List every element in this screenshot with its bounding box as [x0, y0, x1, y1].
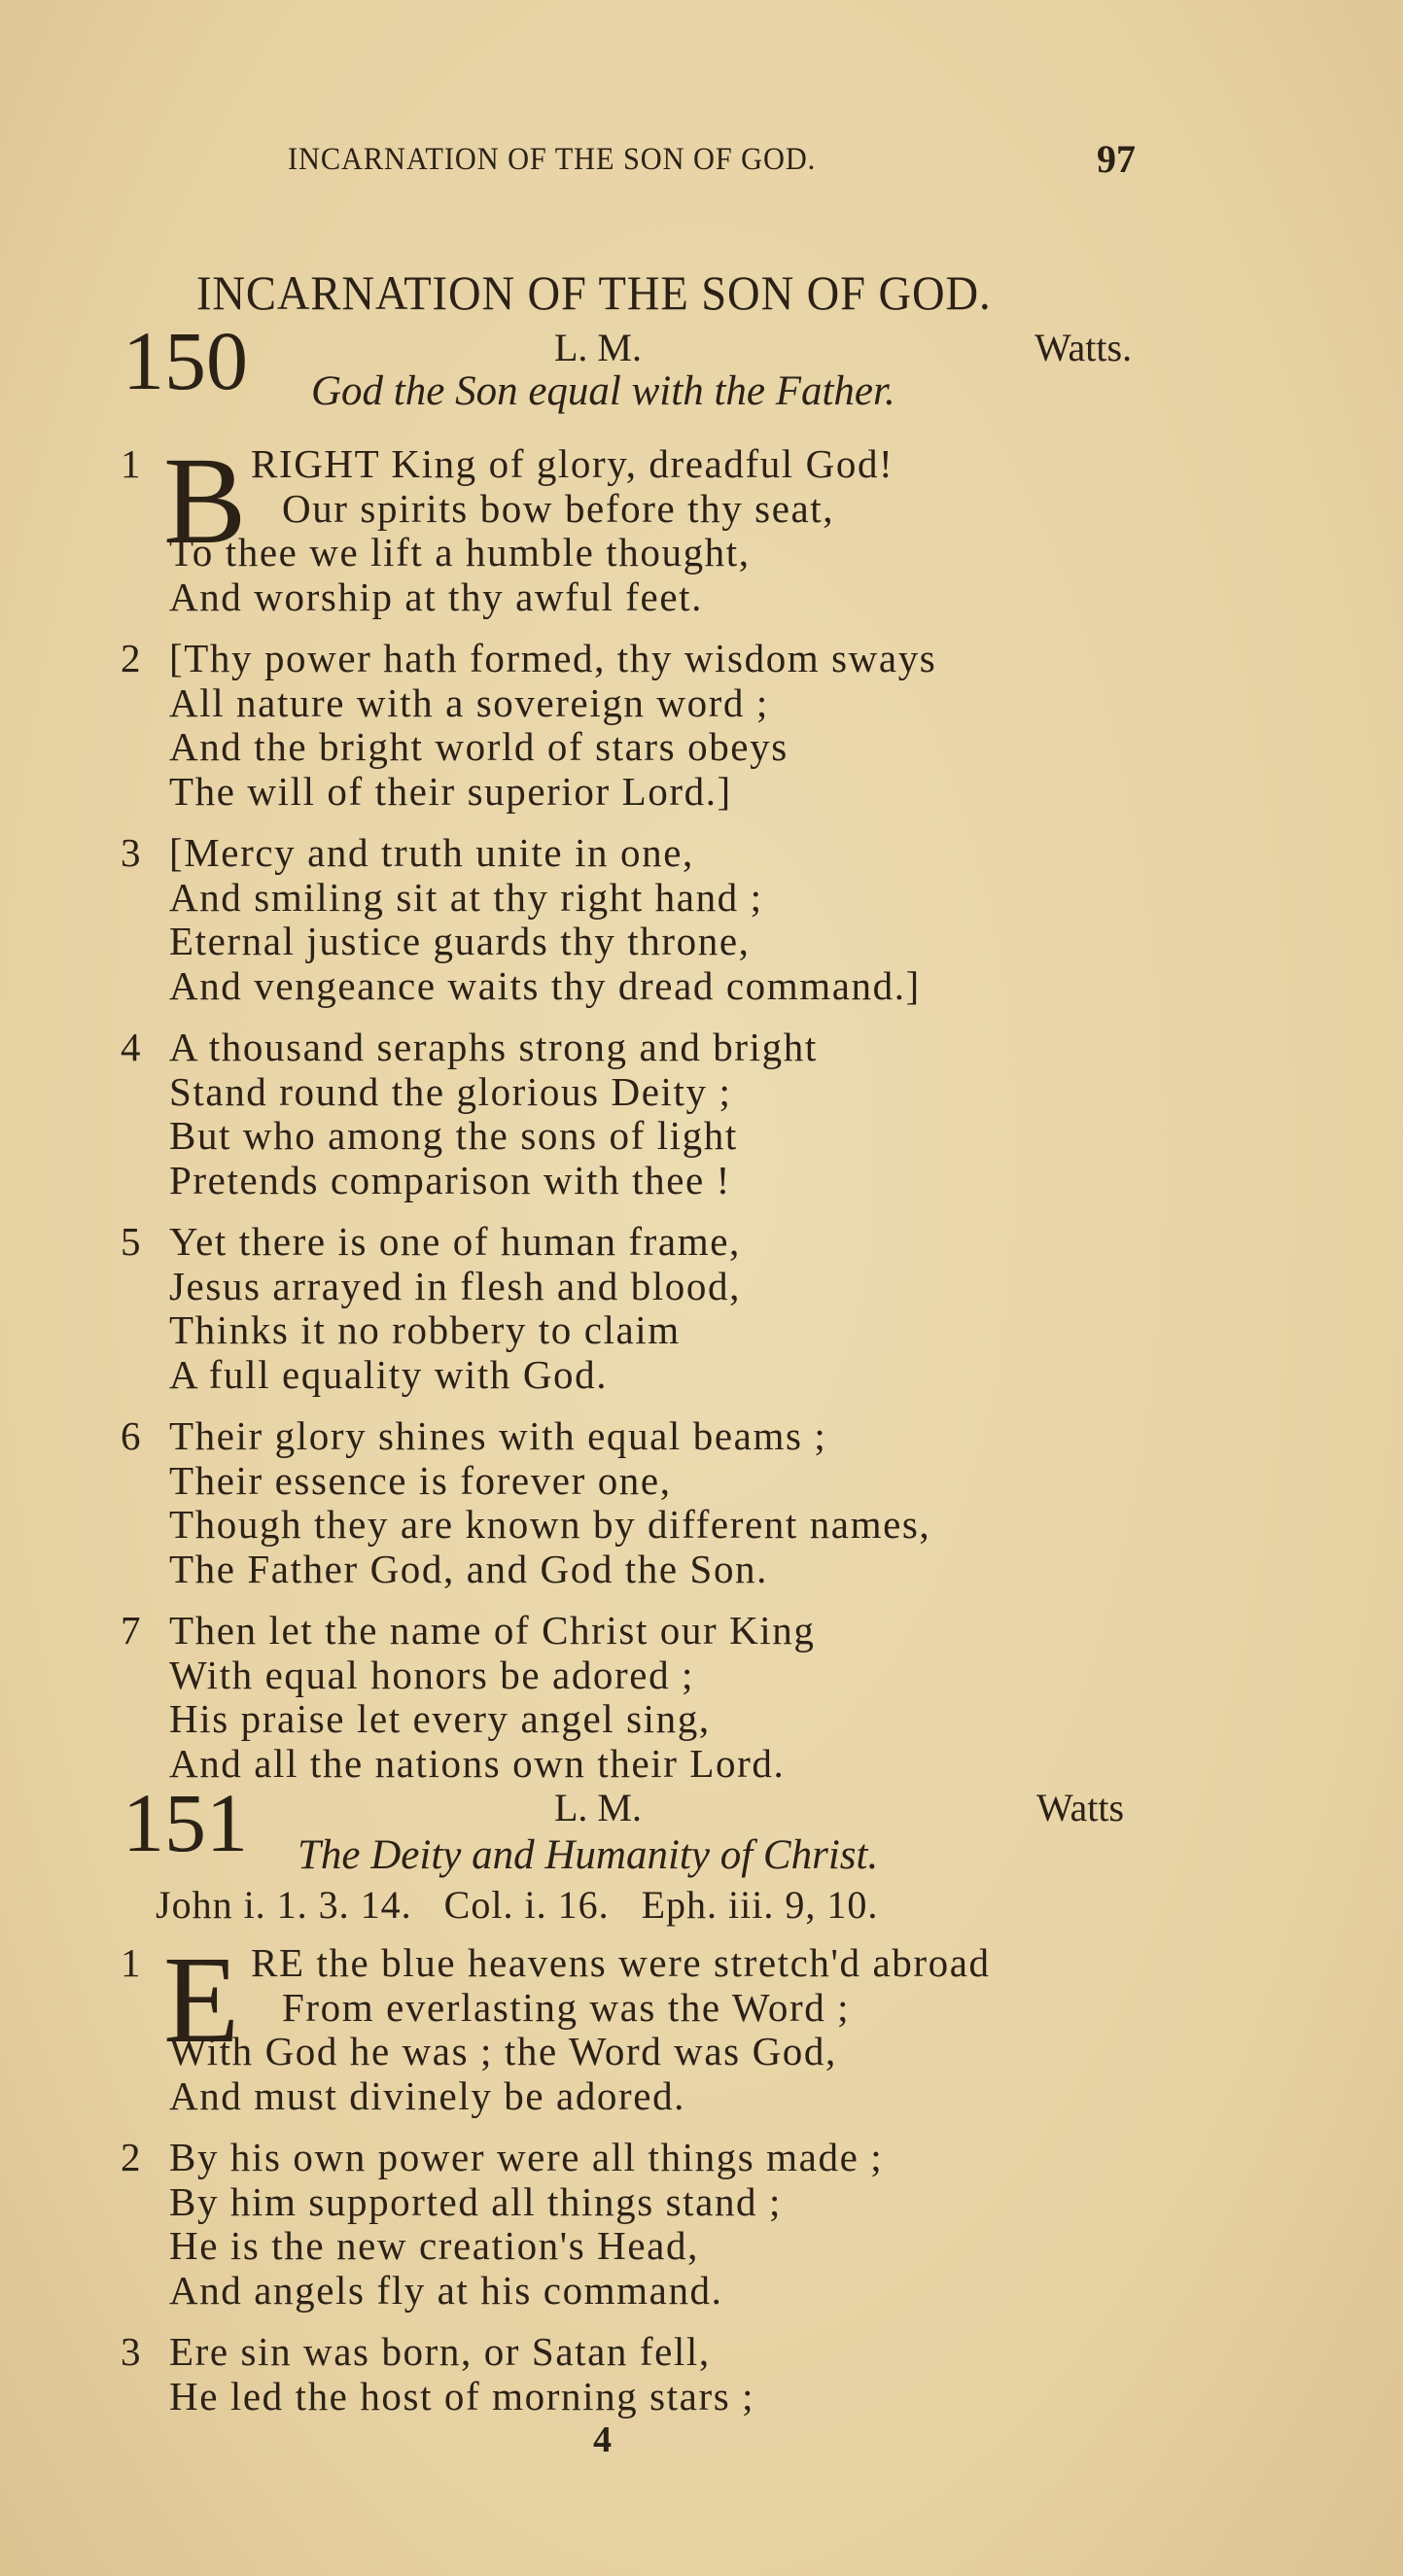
verse-line — [0, 1697, 1403, 1742]
verse-line — [0, 964, 1403, 1009]
verse-text: [Mercy and truth unite in one, — [169, 830, 694, 875]
page-number: 97 — [1097, 137, 1136, 181]
verse-text: And smiling sit at thy right hand ; — [169, 874, 763, 920]
stanza-number: 4 — [121, 1025, 143, 1069]
stanza — [0, 432, 1403, 619]
verse-line — [0, 2136, 1403, 2180]
verse-text: And the bright world of stars obeys — [169, 724, 789, 769]
verse-text: With God he was ; the Word was God, — [169, 2029, 837, 2073]
verse-line — [0, 487, 1403, 532]
verse-text: But who among the sons of light — [169, 1113, 738, 1158]
verse-line — [0, 575, 1403, 620]
verse-text: By him supported all things stand ; — [169, 2178, 782, 2224]
verse-text: Their essence is forever one, — [169, 1457, 672, 1503]
verse-text: His praise let every angel sing, — [169, 1696, 711, 1741]
verse-line — [0, 637, 1403, 681]
verse-line — [0, 2375, 1403, 2419]
stanza-number: 7 — [121, 1608, 143, 1653]
stanza-number: 1 — [121, 441, 143, 486]
hymn-151-stanzas — [0, 1931, 1403, 2436]
hymn-number: 151 — [123, 1776, 248, 1869]
verse-line — [0, 876, 1403, 921]
verse-line — [0, 1070, 1403, 1115]
running-head: INCARNATION OF THE SON OF GOD. — [288, 142, 817, 177]
stanza-number: 1 — [121, 1940, 143, 1985]
hymn-number: 150 — [123, 314, 248, 407]
drop-cap: B — [163, 432, 248, 570]
stanza — [0, 2330, 1403, 2419]
verse-text: All nature with a sovereign word ; — [169, 679, 769, 725]
verse-text: Thinks it no robbery to claim — [169, 1307, 681, 1352]
verse-line — [0, 1459, 1403, 1504]
scripture-references: John i. 1. 3. 14. Col. i. 16. Eph. iii. 9, 10. — [156, 1883, 879, 1927]
verse-text: The Father God, and God the Son. — [169, 1546, 768, 1591]
verse-line — [0, 1654, 1403, 1698]
verse-text: Ere sin was born, or Satan fell, — [169, 2329, 711, 2374]
verse-line — [0, 1220, 1403, 1265]
verse-text: RIGHT King of glory, dreadful God! — [251, 441, 894, 486]
verse-line — [0, 1609, 1403, 1654]
verse-text: Eternal justice guards thy throne, — [169, 919, 751, 963]
hymn-author: Watts. — [1035, 326, 1133, 369]
stanza — [0, 1609, 1403, 1786]
verse-text: And must divinely be adored. — [169, 2072, 686, 2118]
hymn-meter: L. M. — [554, 326, 642, 369]
verse-text: The will of their superior Lord.] — [169, 768, 732, 814]
verse-text: Pretends comparison with thee ! — [169, 1157, 731, 1202]
verse-line — [0, 2074, 1403, 2119]
stanza — [0, 2136, 1403, 2313]
verse-line — [0, 2269, 1403, 2314]
verse-text: He is the new creation's Head, — [169, 2223, 699, 2268]
verse-line — [0, 1026, 1403, 1070]
stanza — [0, 1220, 1403, 1397]
verse-line — [0, 2224, 1403, 2269]
stanza-number: 5 — [121, 1219, 143, 1264]
hymn-subtitle: God the Son equal with the Father. — [311, 368, 895, 414]
hymn-meter: L. M. — [554, 1786, 642, 1829]
verse-text: Stand round the glorious Deity ; — [169, 1068, 732, 1114]
verse-line — [0, 2030, 1403, 2074]
verse-text: To thee we lift a humble thought, — [169, 530, 751, 574]
verse-text: And vengeance waits thy dread command.] — [169, 962, 921, 1008]
verse-line — [0, 1503, 1403, 1548]
verse-line — [0, 770, 1403, 815]
verse-text: RE the blue heavens were stretch'd abroad — [251, 1940, 991, 1985]
stanza-number: 2 — [121, 636, 143, 680]
stanza-number: 3 — [121, 830, 143, 875]
verse-line — [0, 681, 1403, 726]
verse-text: And all the nations own their Lord. — [169, 1740, 786, 1786]
stanza-number: 6 — [121, 1413, 143, 1458]
verse-text: He led the host of morning stars ; — [169, 2373, 755, 2419]
verse-text: By his own power were all things made ; — [169, 2135, 884, 2179]
verse-text: Yet there is one of human frame, — [169, 1219, 741, 1264]
stanza-number: 3 — [121, 2329, 143, 2374]
verse-text: And angels fly at his command. — [169, 2267, 723, 2313]
verse-text: Though they are known by different names, — [169, 1502, 931, 1547]
stanza — [0, 1414, 1403, 1591]
verse-line — [0, 1353, 1403, 1398]
verse-text: From everlasting was the Word ; — [282, 1984, 851, 2030]
verse-line — [0, 2330, 1403, 2375]
verse-text: Jesus arrayed in flesh and blood, — [169, 1263, 741, 1308]
stanza — [0, 1931, 1403, 2118]
verse-line — [0, 725, 1403, 770]
verse-line — [0, 1159, 1403, 1203]
stanza-number: 2 — [121, 2135, 143, 2179]
verse-text: Our spirits bow before thy seat, — [282, 485, 835, 531]
section-title: INCARNATION OF THE SON OF GOD. — [196, 265, 992, 320]
stanza — [0, 831, 1403, 1008]
verse-text: [Thy power hath formed, thy wisdom sways — [169, 636, 937, 680]
verse-line — [0, 1114, 1403, 1159]
stanza — [0, 1026, 1403, 1202]
verse-line — [0, 2180, 1403, 2225]
verse-text: With equal honors be adored ; — [169, 1652, 695, 1697]
signature-mark: 4 — [593, 2419, 612, 2460]
verse-line — [0, 1548, 1403, 1592]
verse-line — [0, 831, 1403, 876]
verse-line — [0, 531, 1403, 575]
verse-line — [0, 1265, 1403, 1309]
hymn-subtitle: The Deity and Humanity of Christ. — [298, 1832, 879, 1878]
hymn-author: Watts — [1036, 1786, 1125, 1829]
verse-text: And worship at thy awful feet. — [169, 574, 703, 619]
verse-line — [0, 920, 1403, 964]
verse-line — [0, 1986, 1403, 2031]
verse-line — [0, 1414, 1403, 1459]
hymn-150-stanzas — [0, 432, 1403, 1803]
verse-line — [0, 1308, 1403, 1353]
verse-text: Their glory shines with equal beams ; — [169, 1413, 827, 1458]
stanza — [0, 637, 1403, 814]
verse-text: Then let the name of Christ our King — [169, 1608, 816, 1653]
verse-text: A full equality with God. — [169, 1351, 609, 1397]
drop-cap: E — [163, 1931, 241, 2069]
verse-text: A thousand seraphs strong and bright — [169, 1025, 818, 1069]
